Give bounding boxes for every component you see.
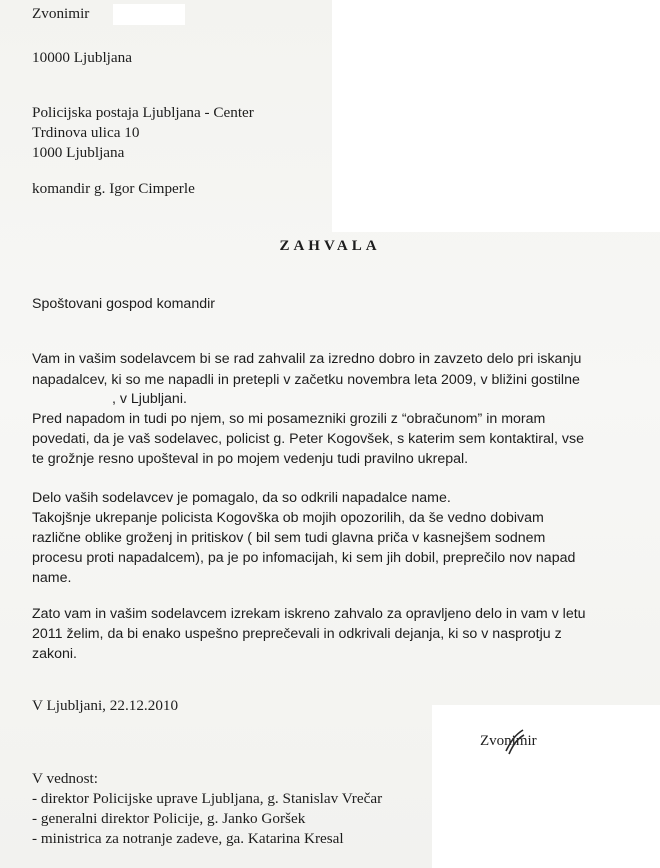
body-p1-line-3: , v Ljubljani. <box>112 391 187 407</box>
signature <box>480 733 537 750</box>
cc-item-2: - generalni direktor Policije, g. Janko Goršek <box>32 810 306 827</box>
recipient-line-2: Trdinova ulica 10 <box>32 124 140 141</box>
recipient-line-3: 1000 Ljubljana <box>32 144 125 161</box>
place-date: V Ljubljani, 22.12.2010 <box>32 697 179 714</box>
body-p1-line-5: povedati, da je vaš sodelavec, policist g. Peter Kogovšek, s katerim sem kontaktiral, vse <box>32 431 584 447</box>
sender-name: Zvonimir <box>32 5 90 22</box>
salutation: Spoštovani gospod komandir <box>32 296 215 312</box>
body-p2-line-1: Delo vaših sodelavcev je pomagalo, da so odkrili napadalce name. <box>32 490 451 506</box>
signature-scribble-icon <box>503 727 527 757</box>
blank-area-signature <box>432 705 660 868</box>
sender-city: 10000 Ljubljana <box>32 49 132 66</box>
cc-item-1: - direktor Policijske uprave Ljubljana, g. Stanislav Vrečar <box>32 790 383 807</box>
body-p2-line-3: različne oblike groženj in pritiskov ( bil sem tudi glavna priča v kasnejšem sodnem <box>32 530 546 546</box>
body-p1-line-2: napadalcev, ki so me napadli in pretepli v začetku novembra leta 2009, v bližini gostilne <box>32 372 580 388</box>
body-p2-line-5: name. <box>32 570 72 586</box>
body-p2-line-2: Takojšnje ukrepanje policista Kogovška ob mojih opozorilih, da še vedno dobivam <box>32 510 544 526</box>
redacted-surname <box>113 4 185 25</box>
body-p3-line-1: Zato vam in vašim sodelavcem izrekam iskreno zahvalo za opravljeno delo in vam v letu <box>32 606 586 622</box>
signature-name: Zvonimir <box>480 733 537 749</box>
cc-heading: V vednost: <box>32 770 98 787</box>
cc-item-3: - ministrica za notranje zadeve, ga. Katarina Kresal <box>32 830 344 847</box>
body-p1-line-6: te grožnje resno upošteval in po mojem vedenju tudi pravilno ukrepal. <box>32 451 469 467</box>
letter-title: ZAHVALA <box>279 238 381 254</box>
blank-area-right <box>332 0 660 232</box>
recipient-line-1: Policijska postaja Ljubljana - Center <box>32 104 254 121</box>
body-p3-line-3: zakoni. <box>32 646 77 662</box>
recipient-attention: komandir g. Igor Cimperle <box>32 180 195 197</box>
body-p1-line-1: Vam in vašim sodelavcem bi se rad zahvalil za izredno dobro in zavzeto delo pri iskanju <box>32 351 582 367</box>
body-p1-line-4: Pred napadom in tudi po njem, so mi posamezniki grozili z “obračunom” in moram <box>32 411 546 427</box>
body-p2-line-4: procesu proti napadalcem), pa je po infomacijah, ki sem jih dobil, preprečilo nov napad <box>32 550 576 566</box>
body-p3-line-2: 2011 želim, da bi enako uspešno preprečevali in odkrivali dejanja, ki so v nasprotju z <box>32 626 562 642</box>
